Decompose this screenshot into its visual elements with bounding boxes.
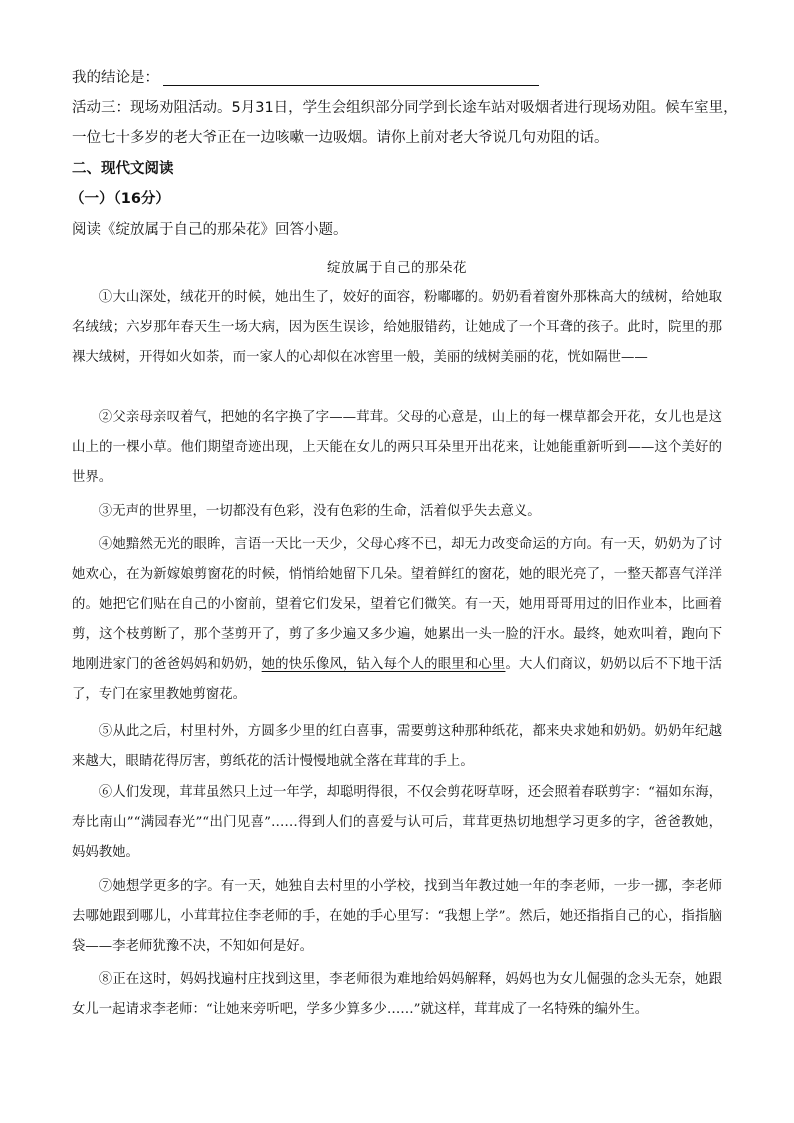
story-paragraph-6: ⑥人们发现，茸茸虽然只上过一年学，却聪明得很，不仅会剪花呀草呀，还会照着春联剪字：“福如东海，寿比南山”“满园春光”“出门见喜”……得到人们的喜爱与认可后，茸茸更热切地想学习更多的字，爸爸教她，妈妈教她。 [72, 785, 722, 860]
story-paragraph-1: ①大山深处，绒花开的时候，她出生了，姣好的面容，粉嘟嘟的。奶奶看着窗外那株高大的绒树，给她取名绒绒；六岁那年春天生一场大病，因为医生误诊，给她服错药，让她成了一个耳聋的孩子。此时，院里的那裸大绒树，开得如火如荼，而一家人的心却似在冰窖里一般，美丽的绒树美丽的花，恍如隔世—— [72, 290, 722, 365]
story-paragraph-7: ⑦她想学更多的字。有一天，她独自去村里的小学校，找到当年教过她一年的李老师，一步一挪，李老师去哪她跟到哪儿，小茸茸拉住李老师的手，在她的手心里写：“我想上学”。然后，她还指指自己的心，指指脑袋——李老师犹豫不决，不知如何是好。 [72, 879, 722, 954]
conclusion-row [72, 68, 539, 88]
story-paragraph-5: ⑤从此之后，村里村外，方圆多少里的红白喜事，需要剪这种那种纸花，都来央求她和奶奶。奶奶年纪越来越大，眼睛花得厉害，剪纸花的活计慢慢地就全落在茸茸的手上。 [72, 724, 722, 769]
paragraph-4-text-start: ④她黯然无光的眼眸，言语一天比一天少，父母心疼不已，却无力改变命运的方向。有一天，奶奶为了讨她欢心，在为新嫁娘剪窗花的时候，悄悄给她留下几朵。望着鲜红的窗花，她的眼光亮了，一整天都喜气洋洋的。她把它们贴在自己的小窗前，望着它们发呆，望着它们微笑。有一天，她用哥哥用过的旧作业本，比画着剪，这个枝剪断了，那个茎剪开了，剪了多少遍又多少遍，她累出一头一脸的汗水。最终，她欢叫着，跑向下地刚进家门的爸爸妈妈和奶奶， [72, 537, 722, 672]
conclusion-answer-blank[interactable] [163, 71, 539, 86]
underlined-sentence: 她的快乐像风，钻入每个人的眼里和心里 [261, 657, 506, 672]
paragraph-4-text-end: 。大人们商议，奶奶以后不下地干活了，专门在家里教她剪窗花。 [72, 657, 723, 702]
story-title: 绽放属于自己的那朵花 [327, 260, 467, 276]
section-title: 二、现代文阅读 [72, 161, 174, 177]
reading-instruction: 阅读《绽放属于自己的那朵花》回答小题。 [72, 222, 348, 238]
story-paragraph-3: ③无声的世界里，一切都没有色彩，没有色彩的生命，活着似乎失去意义。 [98, 504, 541, 519]
story-paragraph-4 [72, 530, 722, 710]
sub-section-title: （一）（16分） [70, 191, 170, 207]
story-paragraph-2: ②父亲母亲叹着气，把她的名字换了字——茸茸。父母的心意是，山上的每一棵草都会开花，女儿也是这山上的一棵小草。他们期望奇迹出现，上天能在女儿的两只耳朵里开出花来，让她能重新听到——这个美好的世界。 [72, 410, 722, 485]
activity3-line-1: 活动三：现场劝阻活动。5月31日，学生会组织部分同学到长途车站对吸烟者进行现场劝阻。候车室里， [72, 100, 738, 116]
activity3-line-2: 一位七十多岁的老大爷正在一边咳嗽一边吸烟。请你上前对老大爷说几句劝阻的话。 [72, 130, 609, 146]
story-paragraph-8: ⑧正在这时，妈妈找遍村庄找到这里，李老师很为难地给妈妈解释，妈妈也为女儿倔强的念头无奈，她跟女儿一起请求李老师：“让她来旁听吧，学多少算多少……”就这样，茸茸成了一名特殊的编外生。 [72, 972, 722, 1017]
conclusion-label: 我的结论是： [72, 70, 159, 86]
